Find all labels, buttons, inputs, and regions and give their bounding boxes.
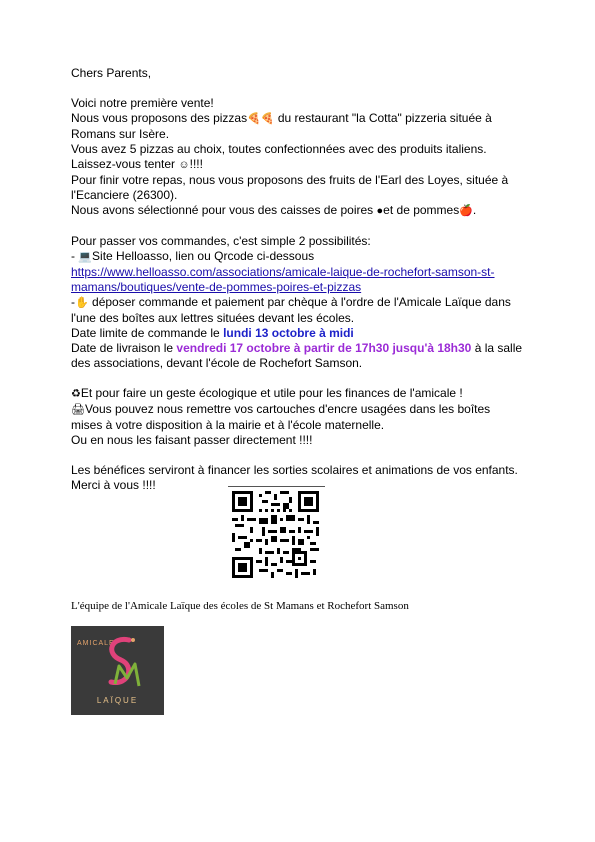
text-span: déposer commande et paiement par chèque à l'ordre de l'Amicale Laïque dans [88, 295, 511, 309]
text-span: et de pommes [383, 203, 460, 217]
text-line: des associations, devant l'école de Rochefort Samson. [71, 356, 363, 370]
text-span: à la salle [471, 341, 523, 355]
text-line: mises à votre disposition à la mairie et à l'école maternelle. [71, 418, 385, 432]
text-span: Et pour faire un geste écologique et utile pour les finances de l'amicale ! [80, 386, 463, 400]
text-line: Pour finir votre repas, nous vous proposons des fruits de l'Earl des Loyes, située à [71, 173, 509, 187]
text-line: Romans sur Isère. [71, 127, 170, 141]
smile-icon: ☺ [178, 159, 190, 171]
helloasso-link[interactable]: https://www.helloasso.com/associations/amicale-laique-de-rochefort-samson-st- [71, 265, 495, 279]
text-span: Site Helloasso, lien ou Qrcode ci-dessous [92, 249, 315, 263]
logo-side-text: AMICALE [77, 640, 115, 647]
text-line: Les bénéfices serviront à financer les sorties scolaires et animations de vos enfants. [71, 463, 518, 477]
greeting: Chers Parents, [71, 66, 152, 80]
text-span: . [472, 203, 477, 217]
order-deadline [71, 326, 531, 341]
amicale-logo [71, 626, 164, 715]
laptop-icon: 💻 [78, 251, 93, 263]
pear-icon: ● [376, 205, 384, 217]
qr-code[interactable] [232, 491, 319, 578]
divider [228, 486, 325, 487]
helloasso-link-line-1[interactable] [71, 265, 531, 280]
hand-icon: ✋ [75, 297, 89, 309]
text-line [71, 203, 531, 219]
text-span: du restaurant "la Cotta" pizzeria située à [274, 111, 492, 125]
helloasso-link-cont[interactable]: mamans/boutiques/vente-de-pommes-poires-et-pizzas [71, 280, 362, 294]
text-span: - [71, 249, 79, 263]
apple-icon: 🍎 [459, 205, 473, 217]
text-line [71, 111, 531, 127]
delivery-date-line [71, 341, 531, 356]
text-line: Vous avez 5 pizzas au choix, toutes confectionnées avec des produits italiens. [71, 142, 487, 156]
text-line [71, 402, 531, 418]
text-span: !!!! [189, 157, 203, 171]
text-line: l'Ecanciere (26300). [71, 188, 178, 202]
logo-bottom-text: LAÏQUE [96, 696, 139, 705]
text-span: Vous pouvez nous remettre vos cartouches d'encre usagées dans les boîtes [84, 402, 491, 416]
text-span: Nous vous proposons des pizzas [71, 111, 248, 125]
logo-emblem-icon [89, 632, 159, 696]
deadline-date: lundi 13 octobre à midi [223, 326, 354, 340]
pizza-icon: 🍕🍕 [247, 113, 275, 125]
text-span: Nous avons sélectionné pour vous des caisses de poires [71, 203, 377, 217]
text-line: l'une des boîtes aux lettres situées devant les écoles. [71, 311, 355, 325]
text-line [71, 249, 531, 265]
text-line: Voici notre première vente! [71, 96, 214, 110]
text-line: Merci à vous !!!! [71, 478, 156, 492]
text-span: - [71, 295, 75, 309]
text-span: Date limite de commande le [71, 326, 224, 340]
text-line [71, 157, 531, 173]
text-span: Date de livraison le [71, 341, 177, 355]
text-line [71, 295, 531, 311]
letter-body [71, 66, 531, 493]
text-line: Ou en nous les faisant passer directement !!!! [71, 433, 313, 447]
helloasso-link-line-2[interactable] [71, 280, 531, 295]
recycle-icon: ♻ [71, 388, 81, 400]
text-line: Pour passer vos commandes, c'est simple 2 possibilités: [71, 234, 371, 248]
text-span: Laissez-vous tenter [71, 157, 179, 171]
delivery-date: vendredi 17 octobre à partir de 17h30 jusqu'à 18h30 [176, 341, 472, 355]
printer-icon: 🖨 [71, 404, 85, 416]
text-line [71, 386, 531, 402]
signature: L'équipe de l'Amicale Laïque des écoles de St Mamans et Rochefort Samson [71, 600, 409, 612]
